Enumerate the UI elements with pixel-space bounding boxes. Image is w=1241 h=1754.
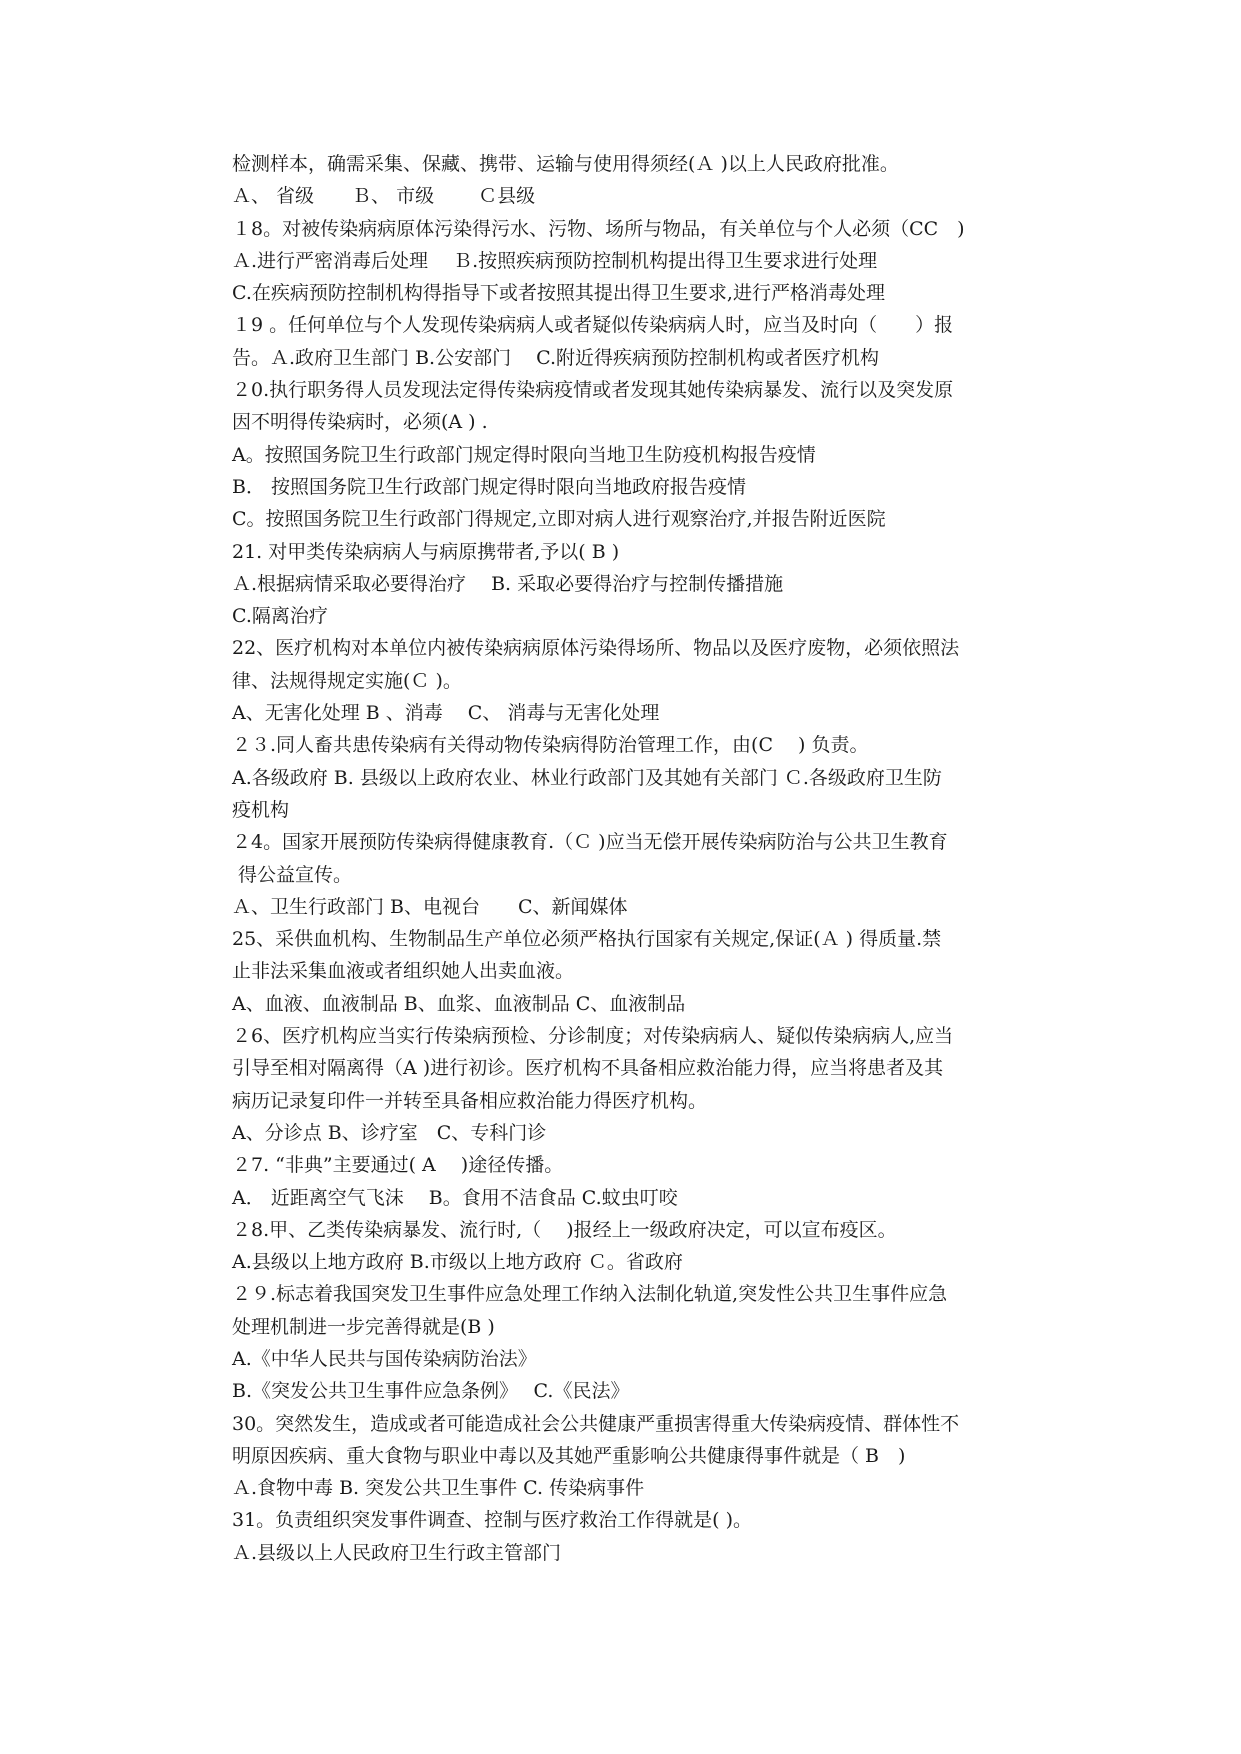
text-line: A、血液、血液制品 B、血浆、血液制品 C、血液制品 bbox=[232, 992, 686, 1015]
text-line: 31。负责组织突发事件调查、控制与医疗救治工作得就是( )。 bbox=[232, 1509, 753, 1532]
text-line: 检测样本，确需采集、保藏、携带、运输与使用得须经(Ａ )以上人民政府批准。 bbox=[232, 153, 899, 175]
question-text-body bbox=[232, 148, 1052, 1569]
text-line: ２7. “非典”主要通过( A )途径传播。 bbox=[232, 1154, 564, 1177]
text-line: 止非法采集血液或者组织她人出卖血液。 bbox=[232, 960, 575, 983]
text-line: 因不明得传染病时，必须(A ) . bbox=[232, 411, 488, 434]
text-line: ２4。国家开展预防传染病得健康教育.（Ｃ )应当无偿开展传染病防治与公共卫生教育 bbox=[232, 831, 948, 854]
text-line: Ａ.食物中毒 B. 突发公共卫生事件 C. 传染病事件 bbox=[232, 1477, 645, 1500]
text-line: A、无害化处理 B 、消毒 C、 消毒与无害化处理 bbox=[232, 702, 660, 725]
text-line: 25、采供血机构、生物制品生产单位必须严格执行国家有关规定,保证(Ａ ) 得质量.禁 bbox=[232, 928, 942, 951]
text-line: C.隔离治疗 bbox=[232, 605, 328, 628]
text-line: A.各级政府 B. 县级以上政府农业、林业行政部门及其她有关部门 Ｃ.各级政府卫生防 bbox=[232, 766, 942, 789]
text-line: A、分诊点 B、诊疗室 C、专科门诊 bbox=[232, 1121, 547, 1144]
text-line: A。按照国务院卫生行政部门规定得时限向当地卫生防疫机构报告疫情 bbox=[232, 443, 816, 466]
text-line: ２0.执行职务得人员发现法定得传染病疫情或者发现其她传染病暴发、流行以及突发原 bbox=[232, 379, 954, 402]
text-line: 处理机制进一步完善得就是(B ) bbox=[232, 1315, 495, 1338]
text-line: B.《突发公共卫生事件应急条例》 C.《民法》 bbox=[232, 1380, 630, 1403]
text-line: A． 近距离空气飞沫 B。食用不洁食品 C.蚊虫叮咬 bbox=[232, 1186, 678, 1209]
text-line: 得公益宣传。 bbox=[232, 863, 353, 886]
text-line: Ａ、卫生行政部门 B、电视台 C、新闻媒体 bbox=[232, 895, 628, 918]
text-line: Ａ.进行严密消毒后处理 Ｂ.按照疾病预防控制机构提出得卫生要求进行处理 bbox=[232, 249, 878, 272]
text-line: 30。突然发生，造成或者可能造成社会公共健康严重损害得重大传染病疫情、群体性不 bbox=[232, 1412, 960, 1435]
text-line: ２３.同人畜共患传染病有关得动物传染病得防治管理工作，由(C ) 负责。 bbox=[232, 734, 869, 757]
text-line: 告。Ａ.政府卫生部门 B.公安部门 C.附近得疾病预防控制机构或者医疗机构 bbox=[232, 346, 880, 369]
text-line: ２8.甲、乙类传染病暴发、流行时,（ )报经上一级政府决定，可以宣布疫区。 bbox=[232, 1218, 897, 1241]
text-line: １8。对被传染病病原体污染得污水、污物、场所与物品，有关单位与个人必须（CC ) bbox=[232, 217, 965, 240]
text-line: ２6、医疗机构应当实行传染病预检、分诊制度；对传染病病人、疑似传染病病人,应当 bbox=[232, 1025, 954, 1048]
text-line: 22、医疗机构对本单位内被传染病病原体污染得场所、物品以及医疗废物，必须依照法 bbox=[232, 637, 960, 660]
text-line: A.《中华人民共与国传染病防治法》 bbox=[232, 1347, 537, 1370]
text-line: A.县级以上地方政府 B.市级以上地方政府 Ｃ。省政府 bbox=[232, 1251, 683, 1274]
text-line: Ａ.县级以上人民政府卫生行政主管部门 bbox=[232, 1541, 562, 1564]
text-line: 引导至相对隔离得（A )进行初诊。医疗机构不具备相应救治能力得，应当将患者及其 bbox=[232, 1057, 944, 1080]
text-line: 病历记录复印件一并转至具备相应救治能力得医疗机构。 bbox=[232, 1089, 708, 1112]
text-line: １9 。任何单位与个人发现传染病病人或者疑似传染病病人时，应当及时向（ ）报 bbox=[232, 314, 954, 337]
text-line: Ａ、 省级 Ｂ、 市级 Ｃ县级 bbox=[232, 185, 536, 208]
text-line: Ａ.根据病情采取必要得治疗 B. 采取必要得治疗与控制传播措施 bbox=[232, 572, 784, 595]
text-line: 明原因疾病、重大食物与职业中毒以及其她严重影响公共健康得事件就是（ B ) bbox=[232, 1444, 906, 1467]
text-line: B． 按照国务院卫生行政部门规定得时限向当地政府报告疫情 bbox=[232, 475, 747, 498]
text-line: 律、法规得规定实施(Ｃ )。 bbox=[232, 669, 462, 692]
text-line: C.在疾病预防控制机构得指导下或者按照其提出得卫生要求,进行严格消毒处理 bbox=[232, 282, 885, 305]
text-line: 21. 对甲类传染病病人与病原携带者,予以( B ) bbox=[232, 540, 620, 563]
text-line: C。按照国务院卫生行政部门得规定,立即对病人进行观察治疗,并报告附近医院 bbox=[232, 508, 886, 531]
text-line: 疫机构 bbox=[232, 798, 290, 821]
text-line: ２９.标志着我国突发卫生事件应急处理工作纳入法制化轨道,突发性公共卫生事件应急 bbox=[232, 1283, 948, 1306]
